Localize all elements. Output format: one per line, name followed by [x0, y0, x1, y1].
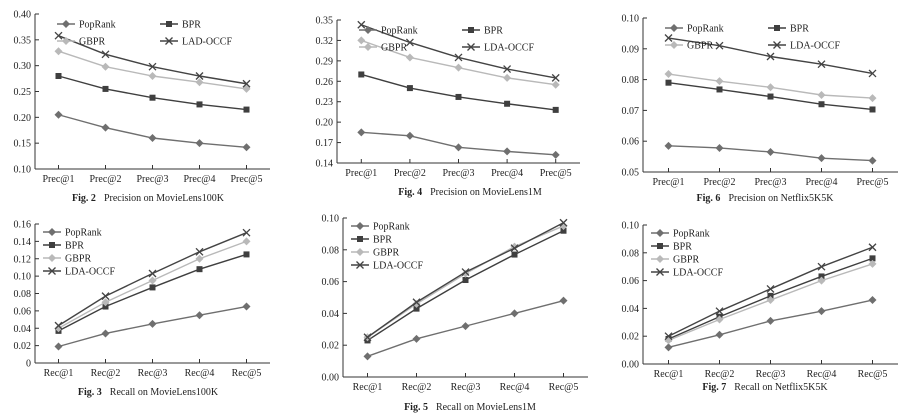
- data-point: [553, 107, 559, 113]
- x-tick-label: Prec@1: [345, 168, 378, 179]
- y-tick-label: 0.02: [621, 331, 639, 343]
- legend-marker: [48, 228, 56, 236]
- caption-number: Fig. 5: [404, 402, 428, 413]
- y-tick-label: 0.15: [13, 138, 31, 150]
- caption-text: Precision on Netflix5K5K: [728, 193, 834, 204]
- data-point: [243, 237, 251, 245]
- legend-marker: [48, 254, 56, 262]
- y-tick-label: 0.00: [621, 359, 639, 371]
- data-point: [560, 297, 568, 305]
- x-tick-label: Prec@2: [89, 174, 122, 185]
- legend-label: PopRank: [381, 25, 418, 37]
- legend-label: BPR: [65, 240, 84, 252]
- data-point: [767, 317, 775, 325]
- y-tick-label: 0.02: [321, 340, 339, 352]
- figure-caption: [697, 193, 835, 204]
- legend-label: PopRank: [65, 227, 102, 239]
- legend-label: GBPR: [373, 247, 400, 259]
- data-point: [819, 101, 825, 107]
- legend: [651, 229, 723, 279]
- data-point: [818, 91, 826, 99]
- caption-text: Precision on MovieLens1M: [430, 187, 542, 198]
- legend-marker: [357, 236, 363, 242]
- y-tick-label: 0.32: [315, 35, 333, 47]
- y-tick-label: 0.10: [321, 213, 339, 225]
- data-point: [870, 106, 876, 112]
- series-bpr: [358, 71, 558, 112]
- legend-label: GBPR: [673, 254, 700, 266]
- legend-label: BPR: [484, 25, 503, 37]
- series-poprank: [55, 111, 251, 152]
- y-tick-label: 0.25: [13, 87, 31, 98]
- data-point: [244, 107, 250, 113]
- x-tick-label: Rec@5: [548, 382, 579, 393]
- x-tick-label: Prec@3: [136, 174, 169, 185]
- series-line: [361, 74, 555, 109]
- x-tick-label: Rec@2: [90, 368, 121, 379]
- legend-label: PopRank: [673, 228, 710, 240]
- data-point: [455, 64, 463, 72]
- x-tick-label: Rec@1: [43, 368, 74, 379]
- legend-label: PopRank: [687, 23, 724, 35]
- data-point: [767, 83, 775, 91]
- y-tick-label: 0.14: [13, 236, 31, 248]
- data-point: [197, 101, 203, 107]
- chart-panel-2: [316, 16, 581, 199]
- legend-label: BPR: [673, 241, 692, 253]
- y-tick-label: 0.23: [315, 97, 333, 109]
- data-point: [358, 21, 365, 28]
- chart-panel-6: [622, 221, 899, 394]
- caption-number: Fig. 3: [77, 387, 102, 398]
- legend-marker: [468, 27, 474, 33]
- y-tick-label: 0.07: [621, 105, 639, 117]
- x-tick-label: Rec@5: [231, 368, 262, 379]
- x-tick-label: Rec@1: [352, 382, 383, 393]
- y-tick-label: 0.20: [315, 117, 333, 129]
- x-tick-label: Rec@2: [401, 382, 432, 393]
- data-point: [102, 124, 110, 132]
- x-tick-label: Prec@4: [805, 177, 838, 188]
- y-tick-label: 0.10: [13, 164, 31, 176]
- caption-text: Recall on MovieLens1M: [435, 402, 536, 413]
- series-line: [59, 115, 247, 148]
- legend-label: LDA-OCCF: [790, 40, 841, 52]
- x-tick-label: Prec@5: [856, 177, 889, 188]
- data-point: [869, 157, 877, 165]
- data-point: [243, 143, 251, 151]
- y-tick-label: 0.02: [13, 341, 31, 353]
- data-point: [196, 311, 204, 319]
- y-tick-label: 0.05: [621, 167, 639, 179]
- y-tick-label: 0.16: [13, 219, 31, 231]
- x-tick-label: Rec@4: [184, 368, 215, 379]
- caption-number: Fig. 4: [398, 187, 423, 198]
- legend-label: PopRank: [373, 221, 410, 233]
- y-tick-label: 0.04: [321, 308, 339, 320]
- legend-marker: [670, 24, 678, 32]
- series-poprank: [364, 297, 568, 361]
- y-tick-label: 0.00: [321, 372, 339, 384]
- data-point: [150, 95, 156, 101]
- y-tick-label: 0.08: [13, 289, 31, 300]
- legend-marker: [670, 41, 678, 49]
- data-point: [716, 77, 724, 85]
- legend-marker: [657, 243, 663, 249]
- y-tick-label: 0.12: [13, 254, 31, 266]
- data-point: [455, 143, 463, 151]
- y-tick-label: 0.17: [315, 138, 333, 150]
- y-tick-label: 0.26: [315, 76, 333, 88]
- data-point: [55, 47, 63, 55]
- data-point: [552, 151, 560, 159]
- y-tick-label: 0.10: [621, 13, 639, 25]
- caption-text: Precision on MovieLens100K: [103, 193, 224, 204]
- data-point: [504, 101, 510, 107]
- legend: [665, 24, 840, 52]
- x-tick-label: Prec@5: [230, 174, 263, 185]
- figure-caption: [72, 193, 225, 204]
- x-tick-label: Prec@2: [393, 168, 426, 179]
- data-point: [196, 139, 204, 147]
- figure-caption: [78, 387, 219, 398]
- data-point: [665, 70, 673, 78]
- data-point: [55, 32, 62, 39]
- legend-label: BPR: [790, 23, 809, 35]
- data-point: [413, 335, 421, 343]
- series-gbpr: [55, 47, 251, 93]
- y-tick-label: 0: [26, 358, 31, 370]
- legend-marker: [656, 229, 664, 237]
- data-point: [55, 111, 63, 119]
- y-tick-label: 0.10: [621, 220, 639, 232]
- x-tick-label: Rec@3: [450, 382, 481, 393]
- y-tick-label: 0.09: [621, 44, 639, 56]
- y-tick-label: 0.06: [321, 277, 339, 289]
- legend-marker: [62, 20, 70, 28]
- data-point: [103, 86, 109, 92]
- data-point: [358, 71, 364, 77]
- data-point: [869, 244, 876, 251]
- caption-number: Fig. 2: [72, 193, 96, 204]
- x-tick-label: Prec@1: [42, 174, 75, 185]
- x-tick-label: Prec@4: [183, 174, 216, 185]
- data-point: [56, 73, 62, 79]
- data-point: [869, 94, 877, 102]
- legend-label: GBPR: [65, 253, 92, 265]
- legend: [359, 26, 534, 54]
- legend-label: GBPR: [381, 42, 408, 54]
- data-point: [364, 352, 372, 360]
- data-point: [149, 72, 157, 80]
- y-tick-label: 0.06: [621, 276, 639, 288]
- data-point: [406, 53, 414, 61]
- caption-number: Fig. 6: [696, 193, 721, 204]
- legend-marker: [774, 25, 780, 31]
- y-tick-label: 0.14: [315, 158, 333, 170]
- figure-caption: [404, 402, 536, 413]
- legend-marker: [166, 21, 172, 27]
- legend-label: LDA-OCCF: [673, 267, 724, 279]
- data-point: [149, 134, 157, 142]
- data-point: [869, 296, 877, 304]
- x-tick-label: Rec@4: [806, 369, 837, 380]
- figure-caption: [702, 382, 828, 393]
- legend-label: BPR: [373, 234, 392, 246]
- series-poprank: [665, 142, 877, 165]
- legend-label: LDA-OCCF: [373, 260, 424, 272]
- data-point: [196, 255, 204, 263]
- y-tick-label: 0.40: [13, 9, 31, 21]
- data-point: [503, 74, 511, 82]
- data-point: [818, 307, 826, 315]
- legend-label: GBPR: [79, 36, 106, 48]
- y-tick-label: 0.04: [621, 303, 639, 315]
- y-tick-label: 0.08: [621, 75, 639, 87]
- data-point: [196, 248, 203, 255]
- legend-label: GBPR: [687, 40, 714, 52]
- data-point: [818, 263, 825, 270]
- data-point: [197, 266, 203, 272]
- y-tick-label: 0.35: [315, 15, 333, 27]
- y-tick-label: 0.30: [13, 61, 31, 73]
- x-tick-label: Prec@4: [491, 168, 524, 179]
- caption-text: Recall on MovieLens100K: [109, 387, 219, 398]
- x-tick-label: Prec@3: [442, 168, 475, 179]
- y-tick-label: 0.29: [315, 56, 333, 68]
- data-point: [512, 252, 518, 258]
- data-point: [767, 148, 775, 156]
- data-point: [406, 39, 413, 46]
- y-tick-label: 0.10: [13, 271, 31, 283]
- x-tick-label: Prec@2: [703, 177, 736, 188]
- x-tick-label: Prec@3: [754, 177, 787, 188]
- data-point: [456, 94, 462, 100]
- data-point: [503, 147, 511, 155]
- x-tick-label: Rec@5: [857, 369, 888, 380]
- x-tick-label: Rec@2: [704, 369, 735, 380]
- data-point: [357, 36, 365, 44]
- data-point: [818, 154, 826, 162]
- legend-label: LDA-OCCF: [65, 266, 116, 278]
- legend-label: LAD-OCCF: [182, 36, 233, 48]
- legend: [57, 20, 232, 48]
- data-point: [716, 308, 723, 315]
- y-tick-label: 0.04: [13, 323, 31, 335]
- data-point: [407, 85, 413, 91]
- legend-label: PopRank: [79, 19, 116, 31]
- legend-label: BPR: [182, 19, 201, 31]
- data-point: [665, 142, 673, 150]
- x-tick-label: Rec@4: [499, 382, 530, 393]
- figure-caption: [398, 187, 542, 198]
- x-tick-label: Rec@3: [755, 369, 786, 380]
- x-tick-label: Rec@3: [137, 368, 168, 379]
- chart-panel-1: [14, 10, 271, 205]
- chart-panel-3: [622, 14, 899, 205]
- y-tick-label: 0.20: [13, 112, 31, 124]
- series-line: [59, 76, 247, 110]
- data-point: [666, 80, 672, 86]
- data-point: [406, 132, 414, 140]
- y-tick-label: 0.35: [13, 35, 31, 47]
- data-point: [150, 284, 156, 290]
- y-tick-label: 0.08: [321, 245, 339, 257]
- data-point: [357, 128, 365, 136]
- legend-marker: [356, 248, 364, 256]
- data-point: [243, 303, 251, 311]
- data-point: [102, 63, 110, 71]
- x-tick-label: Prec@5: [539, 168, 572, 179]
- y-tick-label: 0.06: [13, 306, 31, 318]
- data-point: [55, 342, 63, 350]
- legend: [43, 228, 115, 278]
- data-point: [716, 331, 724, 339]
- data-point: [768, 94, 774, 100]
- y-tick-label: 0.06: [621, 136, 639, 148]
- data-point: [149, 270, 156, 277]
- data-point: [717, 86, 723, 92]
- data-point: [102, 329, 110, 337]
- legend: [351, 222, 423, 272]
- data-point: [665, 343, 673, 351]
- caption-number: Fig. 7: [702, 382, 727, 393]
- legend-label: LDA-OCCF: [484, 42, 535, 54]
- legend-marker: [49, 242, 55, 248]
- data-point: [463, 277, 469, 283]
- data-point: [511, 309, 519, 317]
- x-tick-label: Rec@1: [653, 369, 684, 380]
- data-point: [552, 81, 560, 89]
- data-point: [149, 276, 157, 284]
- data-point: [149, 320, 157, 328]
- x-tick-label: Prec@1: [652, 177, 685, 188]
- data-point: [767, 285, 774, 292]
- y-tick-label: 0.08: [621, 248, 639, 260]
- data-point: [243, 229, 250, 236]
- data-point: [716, 144, 724, 152]
- legend-marker: [364, 26, 372, 34]
- data-point: [244, 251, 250, 257]
- data-point: [462, 322, 470, 330]
- legend-marker: [656, 255, 664, 263]
- series-poprank: [357, 128, 559, 158]
- chart-panel-4: [14, 220, 271, 399]
- series-poprank: [665, 296, 877, 351]
- legend-marker: [356, 222, 364, 230]
- caption-text: Recall on Netflix5K5K: [734, 382, 828, 393]
- chart-panel-5: [322, 214, 589, 413]
